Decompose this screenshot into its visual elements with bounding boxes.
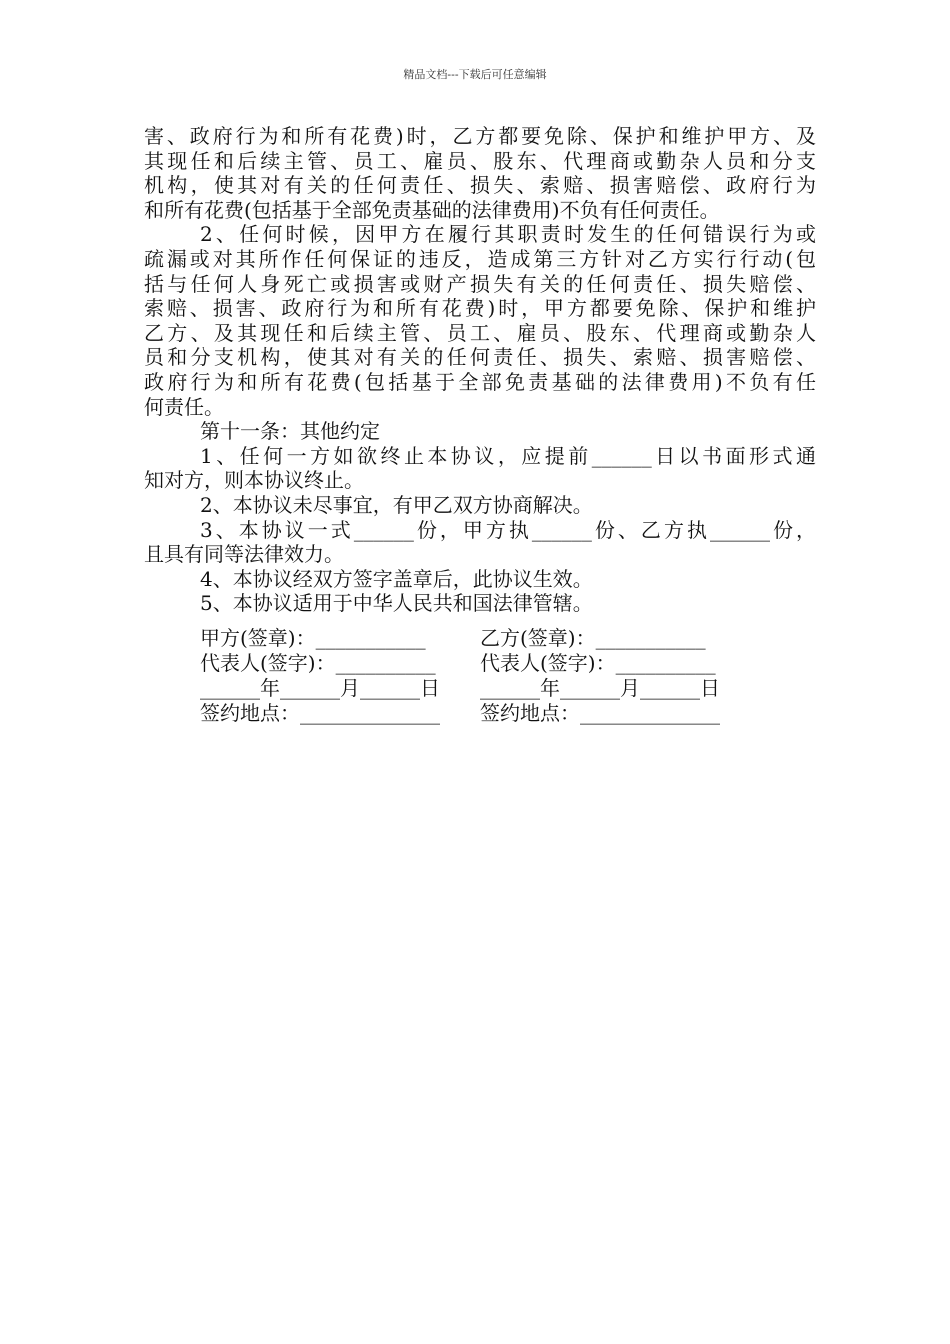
paragraph-line: 和所有花费(包括基于全部免责基础的法律费用)不负有任何责任。 <box>144 197 720 222</box>
party-b-place: 签约地点：______________ <box>480 701 720 725</box>
party-a-place: 签约地点：______________ <box>200 701 440 725</box>
paragraph-line: 乙方、及其现任和后续主管、员工、雇员、股东、代理商或勤杂人 <box>144 320 816 345</box>
paragraph-line: 其现任和后续主管、员工、雇员、股东、代理商或勤杂人员和分支 <box>144 148 816 173</box>
paragraph-line: 3、本协议一式______份，甲方执______份、乙方执______份， <box>200 517 816 542</box>
paragraph-line: 括与任何人身死亡或损害或财产损失有关的任何责任、损失赔偿、 <box>144 271 816 296</box>
paragraph-line: 2、任何时候，因甲方在履行其职责时发生的任何错误行为或 <box>200 222 816 247</box>
paragraph-line: 政府行为和所有花费(包括基于全部免责基础的法律费用)不负有任 <box>144 369 816 394</box>
party-a-representative: 代表人(签字)：__________ <box>200 651 436 675</box>
paragraph-line: 4、本协议经双方签字盖章后，此协议生效。 <box>200 566 593 591</box>
paragraph-line: 害、政府行为和所有花费)时，乙方都要免除、保护和维护甲方、及 <box>144 124 816 148</box>
page-header: 精品文档---下载后可任意编辑 <box>403 68 547 81</box>
paragraph-line: 机构，使其对有关的任何责任、损失、索赔、损害赔偿、政府行为 <box>144 173 816 198</box>
paragraph-line: 2、本协议未尽事宜，有甲乙双方协商解决。 <box>200 492 593 517</box>
section-heading: 第十一条：其他约定 <box>200 419 380 444</box>
paragraph-line: 1、任何一方如欲终止本协议，应提前______日以书面形式通 <box>200 443 816 468</box>
paragraph-line: 何责任。 <box>144 394 224 419</box>
party-b-representative: 代表人(签字)：__________ <box>480 651 716 675</box>
party-a-date: ______年______月______日 <box>200 676 440 700</box>
paragraph-line: 且具有同等法律效力。 <box>144 542 344 567</box>
paragraph-line: 知对方，则本协议终止。 <box>144 468 364 493</box>
document-body <box>144 124 816 616</box>
party-b-seal: 乙方(签章)：___________ <box>480 626 706 650</box>
party-b-date: ______年______月______日 <box>480 676 720 700</box>
paragraph-line: 疏漏或对其所作任何保证的违反，造成第三方针对乙方实行行动(包 <box>144 246 816 271</box>
paragraph-line: 员和分支机构，使其对有关的任何责任、损失、索赔、损害赔偿、 <box>144 345 816 370</box>
party-a-seal: 甲方(签章)：___________ <box>200 626 426 650</box>
paragraph-line: 5、本协议适用于中华人民共和国法律管辖。 <box>200 591 593 616</box>
signature-row-place <box>200 697 720 726</box>
paragraph-line: 索赔、损害、政府行为和所有花费)时，甲方都要免除、保护和维护 <box>144 296 816 321</box>
